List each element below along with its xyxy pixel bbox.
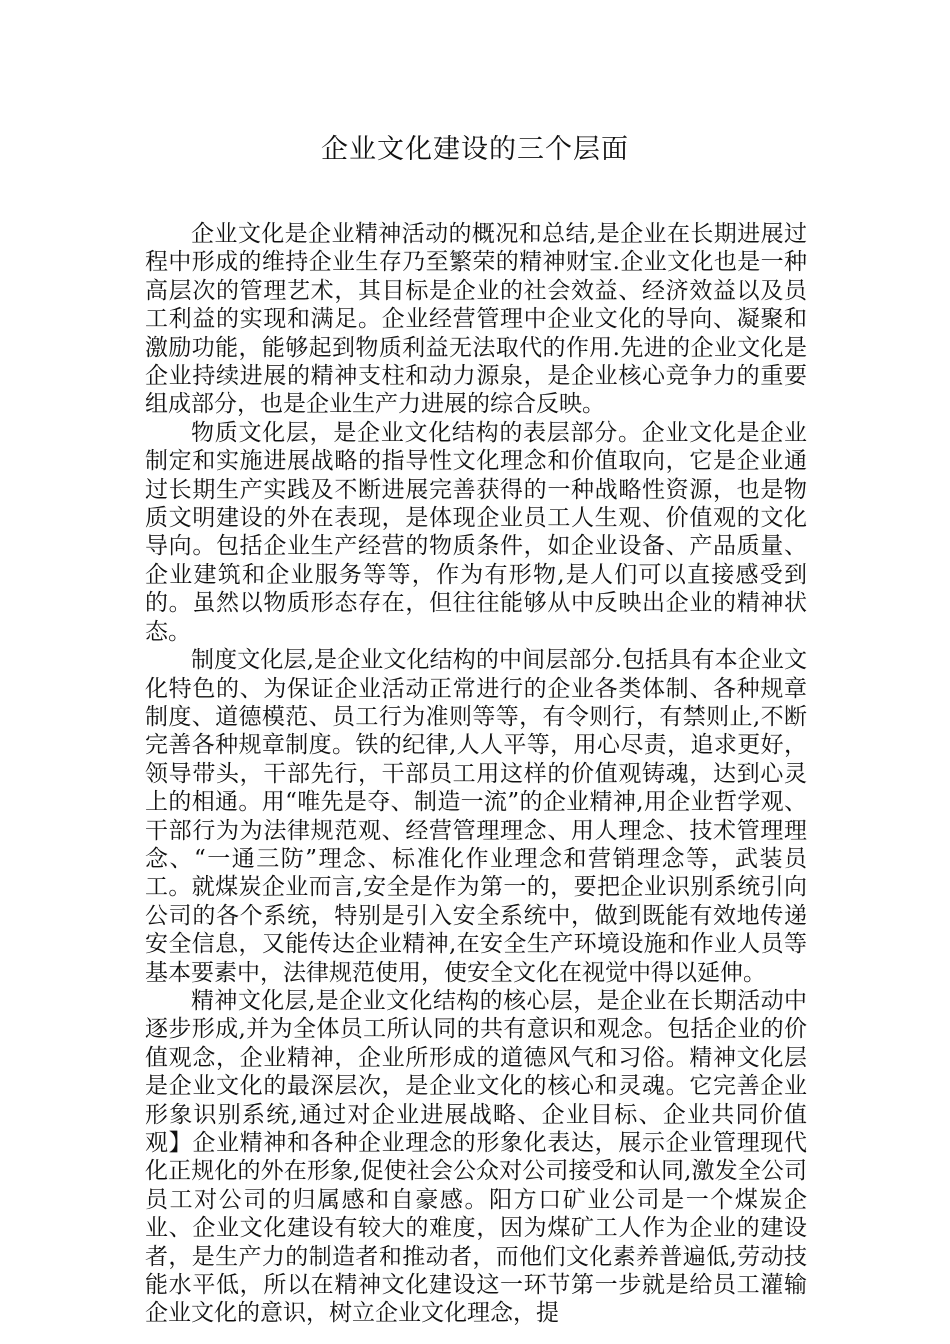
document-title: 企业文化建设的三个层面 [321, 134, 629, 165]
paragraph-material-culture: 物质文化层，是企业文化结构的表层部分。企业文化是企业制定和实施进展战略的指导性文化理念和价值取向，它是企业通过长期生产实践及不断进展完善获得的一种战略性资源，也是物质文明建设的外在表现，是体现企业员工人生观、价值观的文化导向。包括企业生产经营的物质条件，如企业设备、产品质量、企业建筑和企业服务等等，作为有形物,是人们可以直接感受到的。虽然以物质形态存在，但往往能够从中反映出企业的精神状态。 [145, 419, 807, 645]
paragraph-intro: 企业文化是企业精神活动的概况和总结,是企业在长期进展过程中形成的维持企业生存乃至繁荣的精神财宝.企业文化也是一种高层次的管理艺术，其目标是企业的社会效益、经济效益以及员工利益的实现和满足。企业经营管理中企业文化的导向、凝聚和激励功能，能够起到物质利益无法取代的作用.先进的企业文化是企业持续进展的精神支柱和动力源泉，是企业核心竞争力的重要组成部分，也是企业生产力进展的综合反映。 [145, 221, 807, 418]
paragraph-institutional-culture: 制度文化层,是企业文化结构的中间层部分.包括具有本企业文化特色的、为保证企业活动正常进行的企业各类体制、各种规章制度、道德模范、员工行为准则等等，有令则行，有禁则止,不断完善各种规章制度。铁的纪律,人人平等，用心尽责，追求更好，领导带头，干部先行，干部员工用这样的价值观铸魂，达到心灵上的相通。用“唯先是夺、制造一流”的企业精神,用企业哲学观、干部行为为法律规范观、经营管理理念、用人理念、技术管理理念、“一通三防”理念、标准化作业理念和营销理念等，武装员工。就煤炭企业而言,安全是作为第一的，要把企业识别系统引向公司的各个系统，特别是引入安全系统中，做到既能有效地传递安全信息，又能传达企业精神,在安全生产环境设施和作业人员等基本要素中，法律规范使用，使安全文化在视觉中得以延伸。 [145, 647, 807, 986]
document-body [145, 220, 807, 1328]
paragraph-spiritual-culture: 精神文化层,是企业文化结构的核心层，是企业在长期活动中逐步形成,并为全体员工所认同的共有意识和观念。包括企业的价值观念，企业精神，企业所形成的道德风气和习俗。精神文化层是企业文化的最深层次，是企业文化的核心和灵魂。它完善企业形象识别系统,通过对企业进展战略、企业目标、企业共同价值观】企业精神和各种企业理念的形象化表达，展示企业管理现代化正规化的外在形象,促使社会公众对公司接受和认同,激发全公司员工对公司的归属感和自豪感。阳方口矿业公司是一个煤炭企业、企业文化建设有较大的难度，因为煤矿工人作为企业的建设者，是生产力的制造者和推动者，而他们文化素养普遍低,劳动技能水平低，所以在精神文化建设这一环节第一步就是给员工灌输企业文化的意识，树立企业文化理念，提 [145, 987, 807, 1327]
